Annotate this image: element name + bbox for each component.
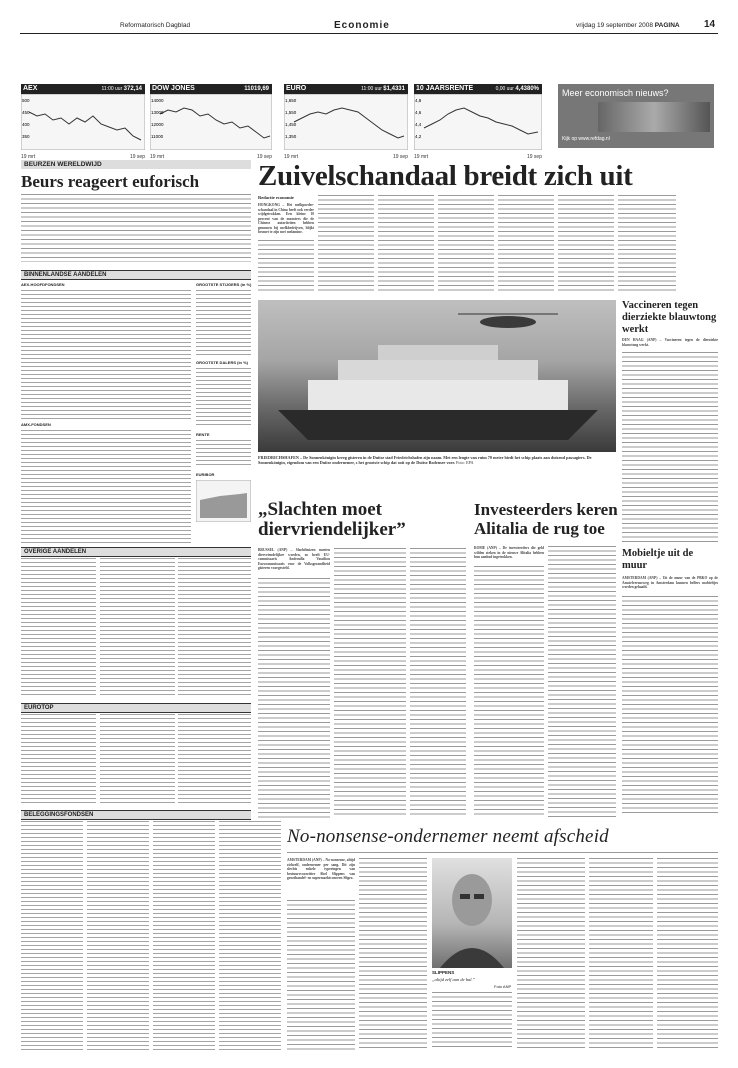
- ship-caption-credit: Foto: EPA: [456, 460, 474, 465]
- section-title: Economie: [334, 20, 390, 31]
- dowjones-chart-plot: [150, 94, 272, 150]
- ad-footer: Kijk op www.refdag.nl: [562, 136, 610, 142]
- beurzen-kicker: BEURZEN WERELDWIJD: [21, 160, 251, 169]
- euro-x-start: 19 mrt: [284, 154, 299, 160]
- euro-y-tick: 1,550: [285, 110, 297, 115]
- vaccineren-lead: DEN HAAG (ANP) – Vaccineren tegen de dierziekte blauwtong werkt.: [622, 338, 718, 347]
- rente-title: RENTE: [196, 432, 210, 437]
- beurzen-headline: Beurs reageert euforisch: [21, 172, 200, 191]
- binnenlandse-sub2: AMX-FONDSEN: [21, 422, 51, 427]
- slippens-photo-caption: „altijd zelf aan de bal.”: [432, 977, 476, 982]
- aex-y-tick: 400: [22, 122, 30, 127]
- aex-x-start: 19 mrt: [21, 154, 36, 160]
- investeerders-headline: Investeerders keren Alitalia de rug toe: [474, 500, 618, 538]
- rente-x-end: 19 sep: [526, 154, 542, 160]
- dalers-title: GROOTSTE DALERS (in %): [196, 360, 248, 365]
- aex-y-tick: 450: [22, 110, 30, 115]
- nononsense-col-5: [589, 858, 653, 1050]
- ship-caption: FRIEDRICHSHAFEN – De Sonnenkönigin kreeg gisteren in de Duitse stad Friedrichshafen zijn naam. Met een lengte van ruim 70 meter biedt het schip plaats aan duizend passagiers. De Sonnenkönigin, eigendom van een Duitse ondernemer, s het grootste schip dat ooit op de Duitse Bodensee voer. Foto: EPA: [258, 455, 592, 465]
- main-col-3: [378, 195, 434, 294]
- euribor-chart: [196, 480, 251, 522]
- eurotop-col-1: [21, 714, 96, 806]
- rente-y-tick: 4,4: [415, 122, 422, 127]
- mobieltje-headline: Mobieltje uit de muur: [622, 548, 694, 571]
- slachten-col-2: [334, 548, 406, 818]
- main-col-1: [258, 240, 314, 294]
- fondsen-col-4: [219, 821, 281, 1051]
- page-number: 14: [704, 19, 716, 30]
- main-kicker: Redactie economie: [258, 195, 294, 200]
- issue-date: vrijdag 19 september 2008 PAGINA: [576, 22, 680, 29]
- fondsen-col-1: [21, 821, 83, 1051]
- slachten-headline: „Slachten moet diervriendelijker”: [258, 499, 406, 540]
- stijgers-table: [196, 290, 251, 356]
- dalers-table: [196, 368, 251, 428]
- beurzen-body: [21, 194, 251, 262]
- header-rule: [20, 33, 718, 34]
- euro-y-tick: 1,650: [285, 98, 297, 103]
- nononsense-col-4: [517, 858, 585, 1050]
- dow-y-tick: 11000: [151, 134, 164, 139]
- overige-kicker: OVERIGE AANDELEN: [21, 547, 251, 557]
- euro-chart-plot: [284, 94, 408, 150]
- dowjones-chart-header: DOW JONES 11019,69: [150, 84, 272, 94]
- stijgers-title: GROOTSTE STIJGERS (in %): [196, 282, 252, 287]
- overige-col-3: [178, 558, 251, 698]
- binnenlandse-kicker: BINNENLANDSE AANDELEN: [21, 270, 251, 280]
- refdag-advertisement[interactable]: [558, 84, 714, 148]
- aex-chart-plot: [21, 94, 145, 150]
- euro-chart-header: EURO 11:00 uur $1,4331: [284, 84, 408, 94]
- rente-y-tick: 4,2: [415, 134, 422, 139]
- main-col-5: [498, 195, 554, 294]
- ad-image: [598, 102, 710, 132]
- dow-x-start: 19 mrt: [150, 154, 165, 160]
- slippens-photo: [432, 858, 512, 968]
- nononsense-headline: No-nonsense-ondernemer neemt afscheid: [287, 826, 609, 847]
- euro-y-tick: 1,450: [285, 122, 297, 127]
- euribor-title: EURIBOR: [196, 472, 215, 477]
- aex-fondsen-table: [21, 290, 191, 420]
- slachten-lead: BRUSSEL (ANP) – Slachthuizen moeten diervriendelijker worden, zo heeft EU-commissaris Androulla Vassiliou Eurocommissaris voor de Volksgezondheid gisteren voorgesteld.: [258, 548, 330, 570]
- fondsen-col-3: [153, 821, 215, 1051]
- euro-x-end: 19 sep: [392, 154, 408, 160]
- main-col-4: [438, 195, 494, 294]
- nononsense-col-2: [359, 858, 427, 1050]
- rente-table: [196, 440, 251, 468]
- ship-illustration: [258, 300, 616, 452]
- dow-y-tick: 14000: [151, 98, 164, 103]
- investeerders-lead: ROME (ANP) – De investeerders die geld wilden steken in de nieuwe Alitalia hebben hun aanbod ingetrokken.: [474, 546, 544, 559]
- slippens-photo-credit: Foto ANP: [494, 984, 512, 989]
- nononsense-col-3b: [432, 992, 512, 1050]
- overige-col-1: [21, 558, 96, 698]
- publisher-name: Reformatorisch Dagblad: [120, 22, 191, 29]
- vaccineren-body: [622, 352, 718, 542]
- eurotop-col-2: [100, 714, 175, 806]
- amx-fondsen-table: [21, 430, 191, 544]
- rente-chart-plot: [414, 94, 542, 150]
- nononsense-rule: [287, 852, 718, 853]
- rente-x-start: 19 mrt: [414, 154, 429, 160]
- fondsen-col-2: [87, 821, 149, 1051]
- dow-y-tick: 13000: [151, 110, 164, 115]
- aex-y-tick: 500: [22, 98, 30, 103]
- euro-y-tick: 1,350: [285, 134, 297, 139]
- main-col-7: [618, 195, 676, 294]
- portrait-illustration: [432, 858, 512, 968]
- aex-y-tick: 350: [22, 134, 30, 139]
- investeerders-col-1: [474, 566, 544, 818]
- eurotop-kicker: EUROTOP: [21, 703, 251, 713]
- aex-chart-header: AEX 11:00 uur 372,14: [21, 84, 145, 94]
- dow-y-tick: 12000: [151, 122, 164, 127]
- rente-y-tick: 4,6: [415, 110, 422, 115]
- overige-col-2: [100, 558, 175, 698]
- binnenlandse-sub1: AEX-HOOFDFONDSEN: [21, 282, 65, 287]
- dowjones-chart: [150, 84, 272, 160]
- beleggingsfondsen-kicker: BELEGGINGSFONDSEN: [21, 810, 251, 820]
- nononsense-lead: AMSTERDAM (ANP) – No-nonsense, altijd zichzelf, ondernemer per sang. Dit zijn slechts enkele typeringen van bestuursvoorzitter Abel Slippens van groothandel- en supermarktconcern Sligro.: [287, 858, 355, 880]
- main-lead: HONGKONG – Het melkpoeder-schandaal in China heeft ook verder wijdgetrokken. Een kleine 10 procent van de monsters die de Chinese autoriteiten hebben genomen bij melkbedrijven, blijkt besmet te zijn met melamine.: [258, 203, 314, 234]
- nononsense-col-1: [287, 900, 355, 1050]
- mobieltje-lead: AMSTERDAM (ANP) – Uit de muur van de PBKO op de Amstelveenseweg in Amsterdam kunnen bellers mobieltjes worden gehaald.: [622, 576, 718, 589]
- main-headline: Zuivelschandaal breidt zich uit: [258, 160, 633, 192]
- rente-chart: [414, 84, 542, 160]
- ship-photo: [258, 300, 616, 452]
- aex-chart: [21, 84, 145, 160]
- main-col-2: [318, 195, 374, 294]
- aex-x-end: 19 sep: [129, 154, 145, 160]
- mobieltje-body: [622, 596, 718, 814]
- nononsense-col-6: [657, 858, 718, 1050]
- page-header: [0, 0, 738, 30]
- slachten-col-3: [410, 548, 466, 818]
- rente-chart-header: 10 JAARSRENTE 0,00 uur 4,4380%: [414, 84, 542, 94]
- slippens-photo-name: SLIPPENS: [432, 970, 455, 975]
- rente-y-tick: 4,8: [415, 98, 422, 103]
- investeerders-col-2: [548, 546, 616, 818]
- dow-x-end: 19 sep: [256, 154, 272, 160]
- main-col-6: [558, 195, 614, 294]
- eurotop-col-3: [178, 714, 251, 806]
- vaccineren-headline: Vaccineren tegen dierziekte blauwtong werkt: [622, 300, 717, 335]
- euro-chart: [284, 84, 408, 160]
- ad-title: Meer economisch nieuws?: [562, 88, 669, 98]
- slachten-col-1: [258, 578, 330, 818]
